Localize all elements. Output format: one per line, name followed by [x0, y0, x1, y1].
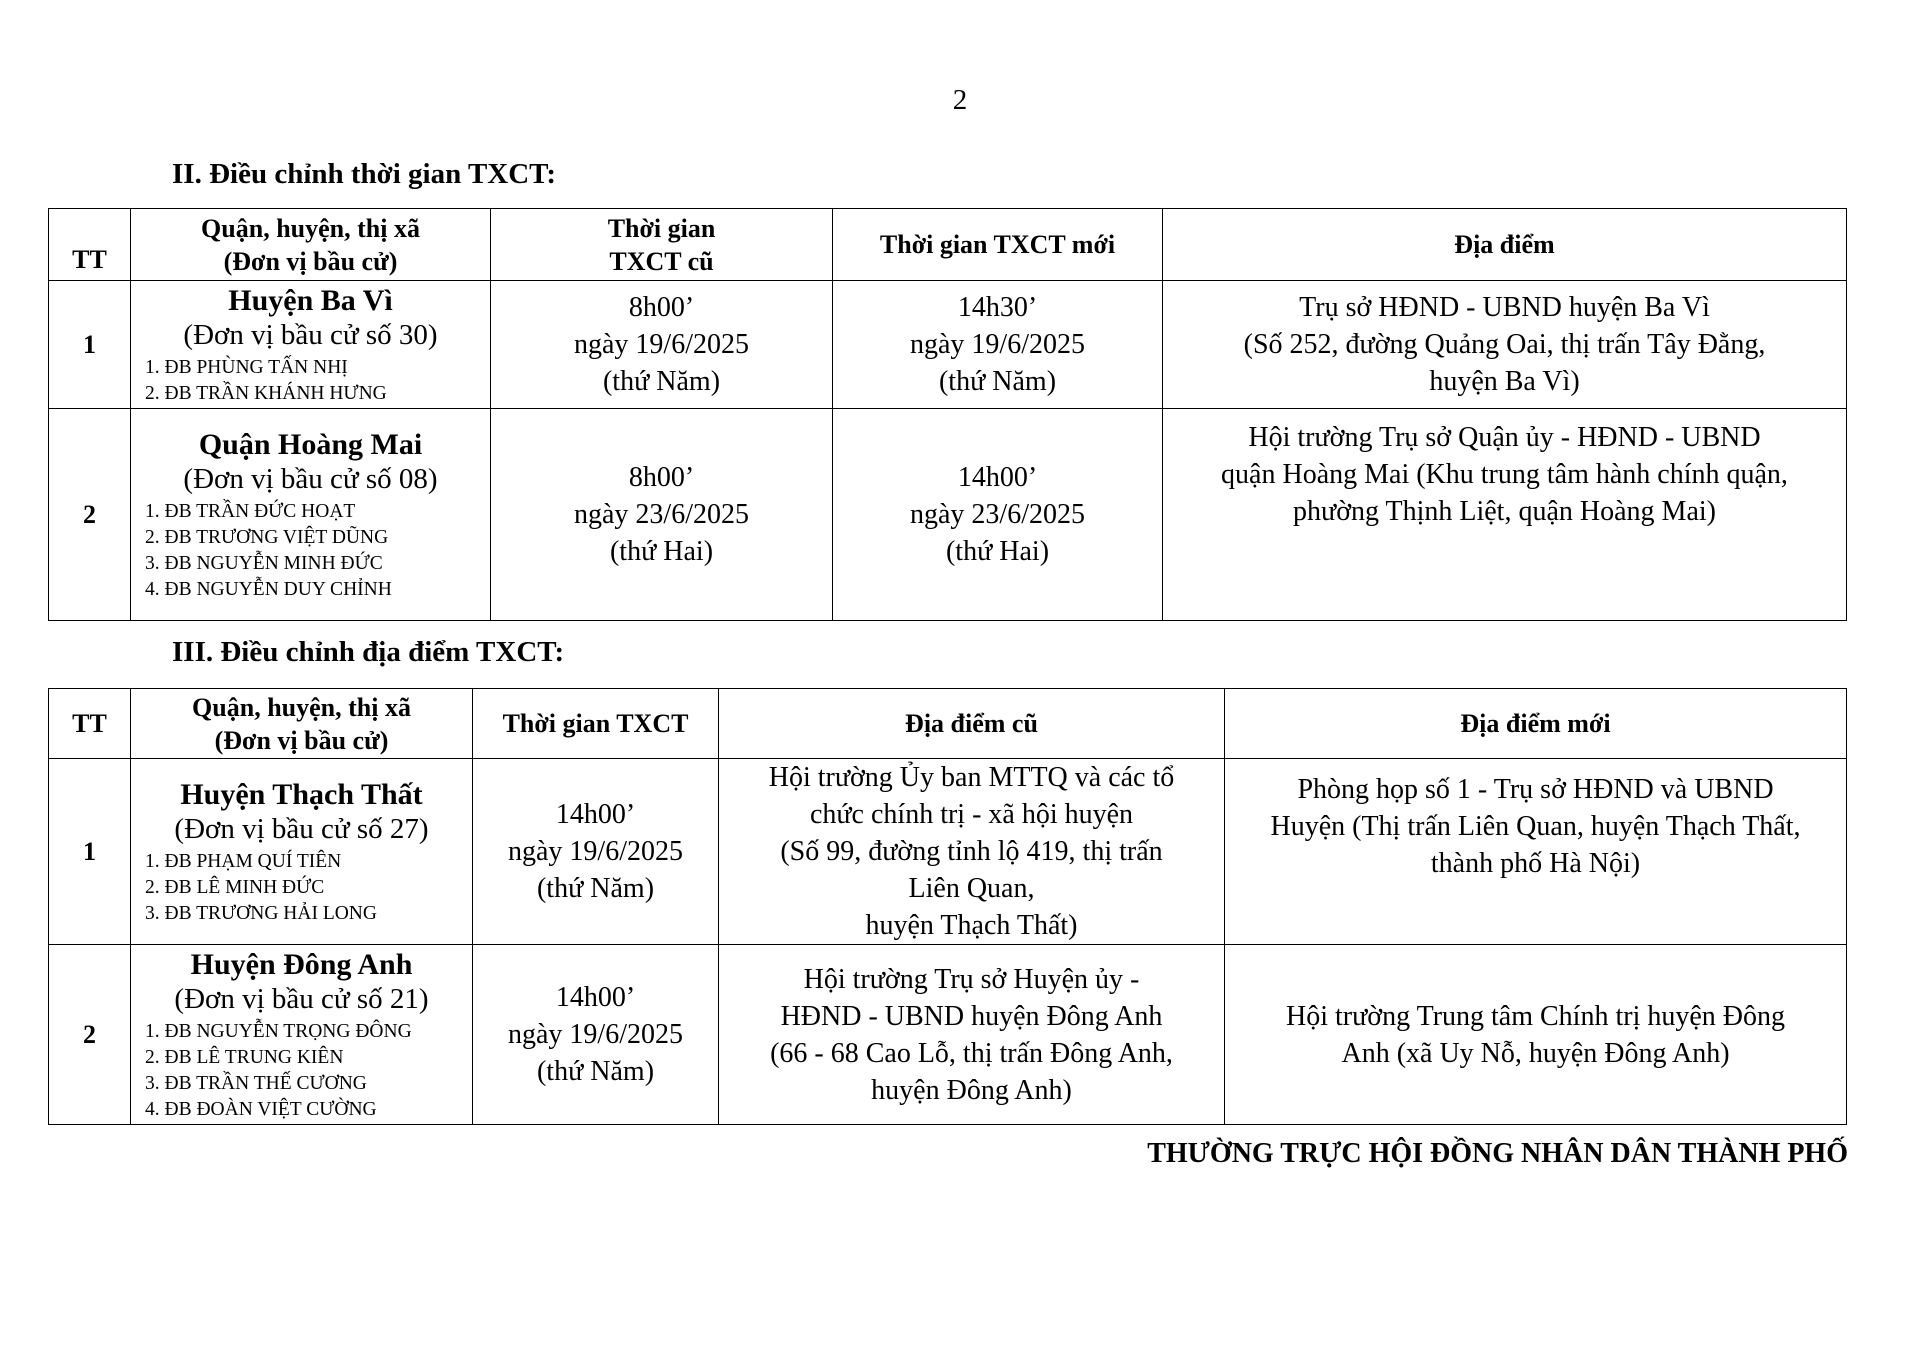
delegate-item: 1. ĐB PHẠM QUÍ TIÊN	[145, 850, 342, 872]
delegate-item: 1. ĐB TRẦN ĐỨC HOẠT	[145, 500, 356, 522]
new-place-cell	[1225, 759, 1847, 945]
header-tt: TT	[49, 689, 131, 759]
delegate-item: 3. ĐB NGUYỄN MINH ĐỨC	[145, 552, 383, 574]
place-line: Trụ sở HĐND - UBND huyện Ba Vì	[1299, 292, 1710, 323]
district-name: Huyện Thạch Thất	[180, 777, 423, 811]
delegate-item: 4. ĐB ĐOÀN VIỆT CƯỜNG	[145, 1098, 377, 1120]
row-number: 2	[49, 945, 131, 1125]
header-district	[131, 689, 473, 759]
delegate-item: 2. ĐB LÊ MINH ĐỨC	[145, 876, 325, 898]
new-time-date: ngày 19/6/2025	[910, 329, 1085, 360]
row-number: 2	[49, 409, 131, 621]
header-old-place: Địa điểm cũ	[719, 689, 1225, 759]
old-time-date: ngày 23/6/2025	[574, 499, 749, 530]
old-time-hour: 8h00’	[628, 462, 695, 493]
header-old-time-line2: TXCT cũ	[609, 246, 714, 276]
old-time-weekday: (thứ Năm)	[602, 366, 721, 397]
time-cell	[473, 759, 719, 945]
place-adjustment-table	[48, 688, 1847, 1125]
district-name: Quận Hoàng Mai	[198, 427, 423, 461]
row-number: 1	[49, 759, 131, 945]
old-place-line: Hội trường Trụ sở Huyện ủy -	[803, 963, 1140, 995]
header-old-time	[491, 209, 833, 281]
section-title-time-adjustment: II. Điều chỉnh thời gian TXCT:	[172, 158, 557, 190]
old-place-cell	[719, 945, 1225, 1125]
electoral-unit: (Đơn vị bầu cử số 21)	[174, 982, 429, 1015]
section-title-place-adjustment: III. Điều chỉnh địa điểm TXCT:	[172, 636, 565, 668]
old-time-weekday: (thứ Hai)	[609, 536, 714, 567]
old-place-line: Liên Quan,	[908, 873, 1035, 904]
delegate-item: 4. ĐB NGUYỄN DUY CHỈNH	[145, 578, 392, 600]
header-district-line1: Quận, huyện, thị xã	[192, 692, 411, 722]
district-cell	[131, 409, 491, 621]
old-place-line: huyện Thạch Thất)	[865, 910, 1078, 941]
table-row	[49, 281, 1847, 409]
delegate-list	[135, 355, 486, 407]
new-place-cell	[1225, 945, 1847, 1125]
header-district-line2: (Đơn vị bầu cử)	[214, 725, 389, 755]
new-time-hour: 14h30’	[957, 292, 1038, 323]
header-district	[131, 209, 491, 281]
delegate-item: 1. ĐB PHÙNG TẤN NHỊ	[145, 356, 348, 378]
delegate-item: 3. ĐB TRẦN THẾ CƯƠNG	[145, 1072, 367, 1094]
row-number: 1	[49, 281, 131, 409]
delegate-list	[135, 1019, 468, 1123]
delegate-item: 2. ĐB LÊ TRUNG KIÊN	[145, 1046, 344, 1068]
old-place-line: HĐND - UBND huyện Đông Anh	[780, 1000, 1163, 1032]
new-time-weekday: (thứ Năm)	[938, 366, 1057, 397]
district-name: Huyện Đông Anh	[190, 947, 413, 981]
new-place-line: Phòng họp số 1 - Trụ sở HĐND và UBND	[1297, 774, 1774, 805]
old-place-line: (Số 99, đường tỉnh lộ 419, thị trấn	[780, 836, 1163, 867]
place-line: quận Hoàng Mai (Khu trung tâm hành chính quận,	[1221, 459, 1788, 490]
time-date: ngày 19/6/2025	[508, 836, 683, 867]
place-cell	[1163, 281, 1847, 409]
place-line: (Số 252, đường Quảng Oai, thị trấn Tây Đằng,	[1243, 329, 1766, 360]
header-place: Địa điểm	[1163, 209, 1847, 281]
old-time-cell	[491, 409, 833, 621]
header-district-line1: Quận, huyện, thị xã	[201, 213, 420, 243]
new-time-cell	[833, 409, 1163, 621]
time-hour: 14h00’	[555, 799, 636, 830]
time-weekday: (thứ Năm)	[536, 1056, 655, 1087]
new-place-line: Hội trường Trung tâm Chính trị huyện Đông	[1286, 1000, 1785, 1032]
place-line: Hội trường Trụ sở Quận ủy - HĐND - UBND	[1248, 422, 1761, 453]
table-row	[49, 409, 1847, 621]
delegate-list	[135, 849, 468, 927]
signature-council: THƯỜNG TRỰC HỘI ĐỒNG NHÂN DÂN THÀNH PHỐ	[1147, 1138, 1848, 1169]
delegate-item: 2. ĐB TRẦN KHÁNH HƯNG	[145, 382, 387, 404]
new-place-line: thành phố Hà Nội)	[1430, 848, 1641, 879]
old-time-hour: 8h00’	[628, 292, 695, 323]
old-place-line: (66 - 68 Cao Lỗ, thị trấn Đông Anh,	[770, 1037, 1173, 1069]
table-row	[49, 759, 1847, 945]
delegate-item: 3. ĐB TRƯƠNG HẢI LONG	[145, 902, 377, 924]
electoral-unit: (Đơn vị bầu cử số 08)	[183, 462, 438, 495]
district-cell	[131, 759, 473, 945]
time-hour: 14h00’	[555, 982, 636, 1013]
new-time-hour: 14h00’	[957, 462, 1038, 493]
old-place-cell	[719, 759, 1225, 945]
old-time-cell	[491, 281, 833, 409]
electoral-unit: (Đơn vị bầu cử số 27)	[174, 812, 429, 845]
page-number: 2	[952, 84, 968, 116]
time-adjustment-table	[48, 208, 1847, 621]
header-new-time: Thời gian TXCT mới	[833, 209, 1163, 281]
time-cell	[473, 945, 719, 1125]
time-date: ngày 19/6/2025	[508, 1019, 683, 1050]
place-line: huyện Ba Vì)	[1429, 366, 1580, 397]
place-cell	[1163, 409, 1847, 621]
table-header-row	[49, 209, 1847, 281]
old-place-line: Hội trường Ủy ban MTTQ và các tổ	[768, 762, 1175, 793]
new-place-line: Anh (xã Uy Nỗ, huyện Đông Anh)	[1341, 1037, 1730, 1069]
district-cell	[131, 281, 491, 409]
delegate-item: 1. ĐB NGUYỄN TRỌNG ĐÔNG	[145, 1020, 412, 1042]
delegate-item: 2. ĐB TRƯƠNG VIỆT DŨNG	[145, 526, 389, 548]
old-place-line: chức chính trị - xã hội huyện	[809, 799, 1134, 830]
old-place-line: huyện Đông Anh)	[871, 1074, 1072, 1106]
electoral-unit: (Đơn vị bầu cử số 30)	[183, 318, 438, 351]
new-time-cell	[833, 281, 1163, 409]
district-name: Huyện Ba Vì	[228, 283, 393, 317]
header-tt: TT	[49, 209, 131, 281]
table-header-row	[49, 689, 1847, 759]
district-cell	[131, 945, 473, 1125]
header-district-line2: (Đơn vị bầu cử)	[223, 246, 398, 276]
new-time-date: ngày 23/6/2025	[910, 499, 1085, 530]
header-time: Thời gian TXCT	[473, 689, 719, 759]
header-new-place: Địa điểm mới	[1225, 689, 1847, 759]
table-row	[49, 945, 1847, 1125]
header-old-time-line1: Thời gian	[607, 213, 716, 243]
new-time-weekday: (thứ Hai)	[945, 536, 1050, 567]
delegate-list	[135, 499, 486, 603]
new-place-line: Huyện (Thị trấn Liên Quan, huyện Thạch Thất,	[1270, 811, 1801, 842]
place-line: phường Thịnh Liệt, quận Hoàng Mai)	[1293, 496, 1716, 527]
old-time-date: ngày 19/6/2025	[574, 329, 749, 360]
time-weekday: (thứ Năm)	[536, 873, 655, 904]
